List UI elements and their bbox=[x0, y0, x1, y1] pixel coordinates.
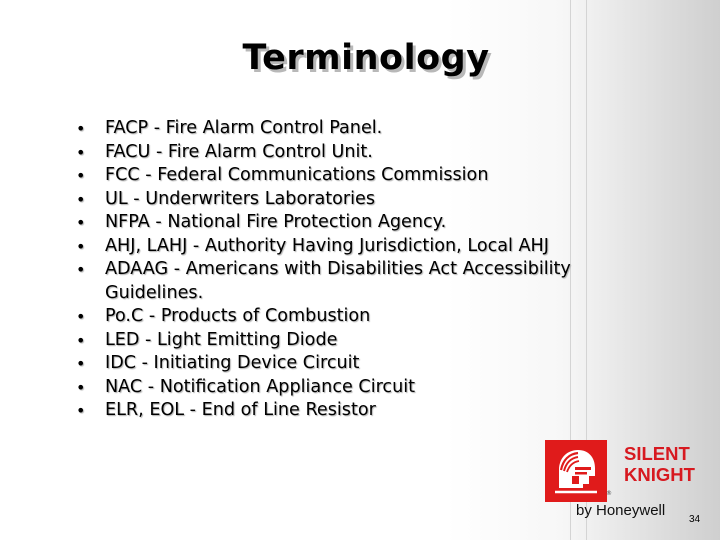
logo-wordmark bbox=[624, 443, 695, 485]
list-item bbox=[76, 352, 596, 376]
bullet-icon: • bbox=[76, 166, 86, 185]
term-text: NFPA - National Fire Protection Agency. bbox=[105, 212, 447, 232]
bullet-icon: • bbox=[76, 354, 86, 373]
registered-mark: ® bbox=[606, 490, 612, 497]
terminology-list bbox=[76, 117, 596, 423]
term-text: LED - Light Emitting Diode bbox=[105, 329, 338, 350]
knight-helmet-icon bbox=[545, 440, 607, 502]
list-item bbox=[76, 399, 596, 423]
term-text: FACP - Fire Alarm Control Panel. bbox=[105, 118, 383, 138]
term-text: NAC - Notification Appliance Circuit bbox=[105, 376, 416, 397]
list-item bbox=[76, 376, 596, 400]
bullet-icon: • bbox=[76, 236, 86, 256]
logo-line-1: SILENT bbox=[624, 443, 690, 464]
term-text: ADAAG - Americans with Disabilities Act Accessibility bbox=[105, 259, 571, 279]
term-text: IDC - Initiating Device Circuit bbox=[105, 353, 360, 373]
slide-title: Terminology bbox=[242, 38, 490, 78]
list-item bbox=[76, 329, 596, 353]
bullet-icon: • bbox=[76, 401, 86, 420]
list-item bbox=[76, 305, 596, 329]
bullet-icon: • bbox=[76, 307, 86, 326]
bullet-icon: • bbox=[76, 213, 86, 232]
list-item bbox=[76, 117, 596, 141]
byline: by Honeywell bbox=[576, 502, 666, 519]
bullet-icon: • bbox=[76, 189, 86, 209]
page-number: 34 bbox=[689, 514, 701, 525]
bullet-icon: • bbox=[76, 377, 86, 397]
silent-knight-logo bbox=[545, 440, 720, 540]
term-text: AHJ, LAHJ - Authority Having Jurisdiction, Local AHJ bbox=[105, 235, 549, 256]
list-item bbox=[76, 141, 596, 165]
logo-line-2: KNIGHT bbox=[624, 464, 695, 485]
list-item bbox=[76, 164, 596, 188]
bullet-icon: • bbox=[76, 260, 86, 279]
bullet-icon: • bbox=[76, 119, 86, 138]
list-item bbox=[76, 188, 596, 212]
term-text: Po.C - Products of Combustion bbox=[105, 306, 371, 326]
term-text: FACU - Fire Alarm Control Unit. bbox=[105, 141, 373, 162]
term-text: FCC - Federal Communications Commission bbox=[105, 165, 489, 185]
bullet-icon: • bbox=[76, 142, 86, 162]
term-text-continuation: Guidelines. bbox=[105, 282, 204, 303]
list-item bbox=[76, 211, 596, 235]
term-text: UL - Underwriters Laboratories bbox=[105, 188, 375, 209]
list-item bbox=[76, 235, 596, 259]
bullet-icon: • bbox=[76, 330, 86, 350]
term-text: ELR, EOL - End of Line Resistor bbox=[105, 400, 376, 420]
list-item bbox=[76, 258, 596, 305]
